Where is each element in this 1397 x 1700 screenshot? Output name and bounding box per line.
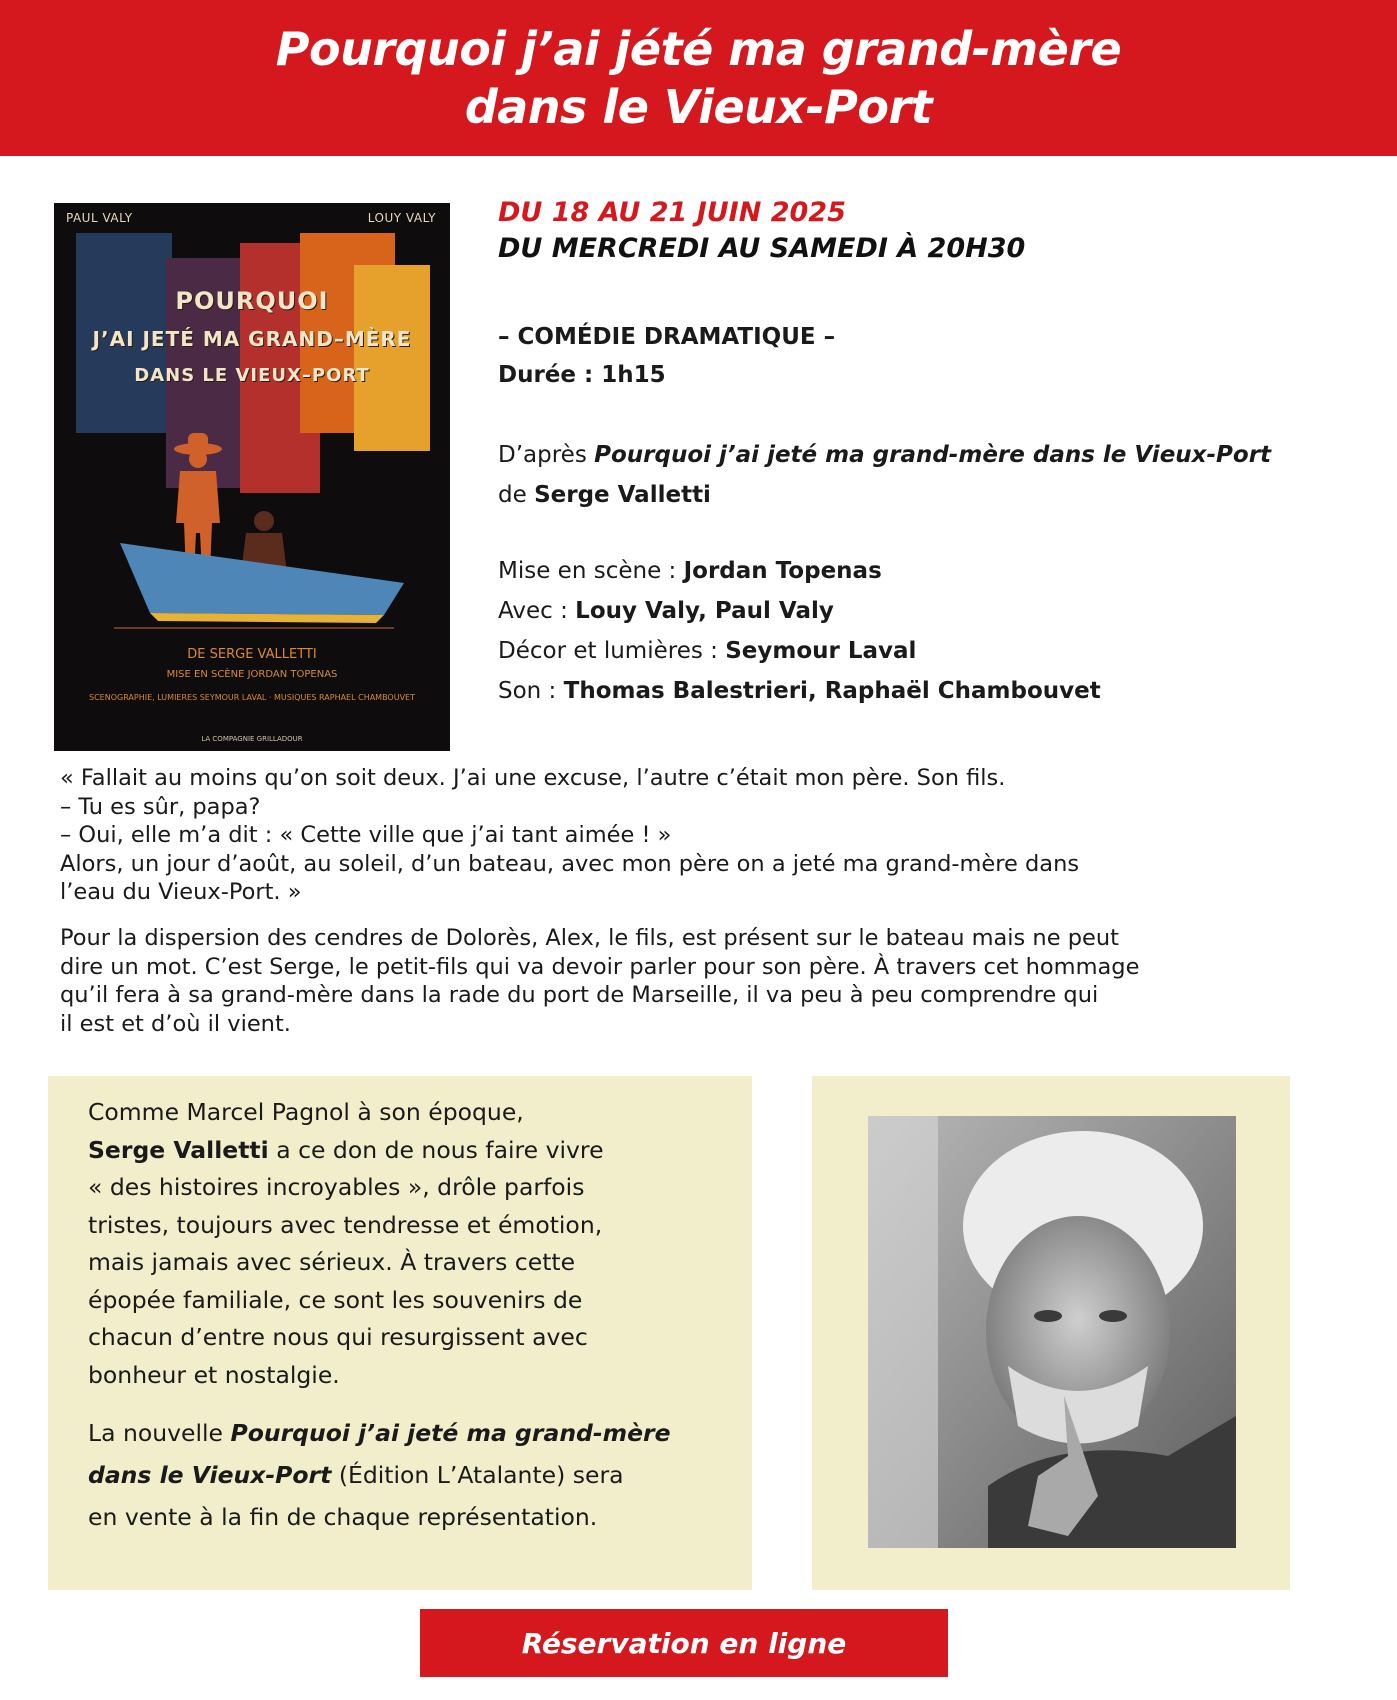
- book-title-part-1: Pourquoi j’ai jeté ma grand-mère: [230, 1419, 671, 1447]
- book-line: en vente à la fin de chaque représentation.: [88, 1503, 598, 1531]
- based-on-author: Serge Valletti: [534, 482, 711, 508]
- online-booking-button[interactable]: Réservation en ligne: [420, 1609, 948, 1677]
- credit-row: [498, 551, 1101, 591]
- page-title-line-2: dans le Vieux-Port: [464, 80, 933, 134]
- based-on-by: de: [498, 482, 535, 508]
- show-quote: [60, 764, 1360, 907]
- credit-row: [498, 671, 1101, 711]
- credit-row: [498, 591, 1101, 631]
- credit-label: Avec :: [498, 598, 576, 624]
- credit-label: Son :: [498, 678, 564, 704]
- show-synopsis: [60, 924, 1360, 1038]
- show-info: [498, 195, 1358, 704]
- poster-credit-director: MISE EN SCÈNE JORDAN TOPENAS: [166, 669, 338, 680]
- synopsis-line: Pour la dispersion des cendres de Dolorès, Alex, le fils, est présent sur le bateau mais ne peut: [60, 925, 1119, 951]
- about-line: bonheur et nostalgie.: [88, 1360, 340, 1389]
- book-prefix: La nouvelle: [88, 1419, 231, 1447]
- based-on-title: Pourquoi j’ai jeté ma grand-mère dans le Vieux-Port: [594, 442, 1272, 468]
- page-header: [0, 0, 1397, 156]
- credit-value: Louy Valy, Paul Valy: [575, 598, 834, 624]
- about-line-rest: a ce don de nous faire vivre: [268, 1135, 604, 1164]
- about-author-text: [88, 1094, 728, 1394]
- book-line: [88, 1454, 728, 1496]
- book-publisher: (Édition L’Atalante) sera: [331, 1461, 624, 1489]
- about-line: mais jamais avec sérieux. À travers cette: [88, 1248, 576, 1276]
- synopsis-line: qu’il fera à sa grand-mère dans la rade du port de Marseille, il va peu à peu comprendre qui: [60, 982, 1099, 1008]
- book-line: [88, 1412, 728, 1454]
- credit-value: Jordan Topenas: [683, 558, 882, 584]
- quote-line: – Oui, elle m’a dit : « Cette ville que j’ai tant aimée ! »: [60, 822, 672, 848]
- poster-title-line-2: J’AI JETÉ MA GRAND–MÈRE: [92, 327, 412, 351]
- show-schedule: DU MERCREDI AU SAMEDI À 20H30: [498, 233, 1026, 264]
- poster-title-line-1: POURQUOI: [175, 287, 329, 315]
- synopsis-line: dire un mot. C’est Serge, le petit-fils qui va devoir parler pour son père. À travers cet hommage: [60, 953, 1140, 980]
- about-author-name: Serge Valletti: [88, 1135, 269, 1164]
- poster-credit-author: DE SERGE VALLETTI: [187, 647, 317, 662]
- about-line: [88, 1132, 728, 1170]
- about-line: Comme Marcel Pagnol à son époque,: [88, 1098, 524, 1126]
- about-author-box: [48, 1076, 752, 1590]
- quote-line: « Fallait au moins qu’on soit deux. J’ai une excuse, l’autre c’était mon père. Son fils.: [60, 765, 1006, 791]
- show-duration: Durée : 1h15: [498, 362, 666, 388]
- quote-line: – Tu es sûr, papa?: [60, 793, 261, 820]
- based-on-prefix: D’après: [498, 442, 595, 468]
- show-credits: [498, 551, 1101, 711]
- show-based-on: [498, 435, 1358, 515]
- show-poster: [54, 203, 450, 751]
- about-line: « des histoires incroyables », drôle parfois: [88, 1173, 585, 1201]
- poster-author-left: PAUL VALY: [66, 211, 133, 225]
- author-portrait-image: [868, 1116, 1236, 1548]
- show-genre: – COMÉDIE DRAMATIQUE –: [498, 324, 836, 350]
- poster-title-line-3: DANS LE VIEUX–PORT: [134, 365, 370, 386]
- credit-label: Décor et lumières :: [498, 638, 726, 664]
- about-line: chacun d’entre nous qui resurgissent avec: [88, 1323, 588, 1351]
- quote-line: l’eau du Vieux-Port. »: [60, 879, 302, 905]
- quote-line: Alors, un jour d’août, au soleil, d’un bateau, avec mon père on a jeté ma grand-mère dans: [60, 850, 1080, 877]
- credit-row: [498, 631, 1101, 671]
- show-date-range: DU 18 AU 21 JUIN 2025: [498, 197, 846, 228]
- book-sale-text: [88, 1412, 728, 1538]
- book-title-part-2: dans le Vieux-Port: [88, 1461, 332, 1489]
- about-line: tristes, toujours avec tendresse et émotion,: [88, 1210, 603, 1239]
- synopsis-line: il est et d’où il vient.: [60, 1010, 291, 1037]
- credit-value: Seymour Laval: [725, 638, 917, 664]
- page-title-line-1: Pourquoi j’ai jété ma grand-mère: [275, 22, 1122, 76]
- author-photo-box: [812, 1076, 1290, 1590]
- poster-company: LA COMPAGNIE GRILLADOUR: [201, 735, 303, 743]
- author-photo: [868, 1116, 1236, 1548]
- credit-label: Mise en scène :: [498, 558, 684, 584]
- poster-credit-crew: SCENOGRAPHIE, LUMIERES SEYMOUR LAVAL · MUSIQUES RAPHAEL CHAMBOUVET: [89, 693, 415, 702]
- poster-author-right: LOUY VALY: [367, 211, 436, 225]
- credit-value: Thomas Balestrieri, Raphaël Chambouvet: [563, 678, 1101, 704]
- about-line: épopée familiale, ce sont les souvenirs de: [88, 1285, 583, 1314]
